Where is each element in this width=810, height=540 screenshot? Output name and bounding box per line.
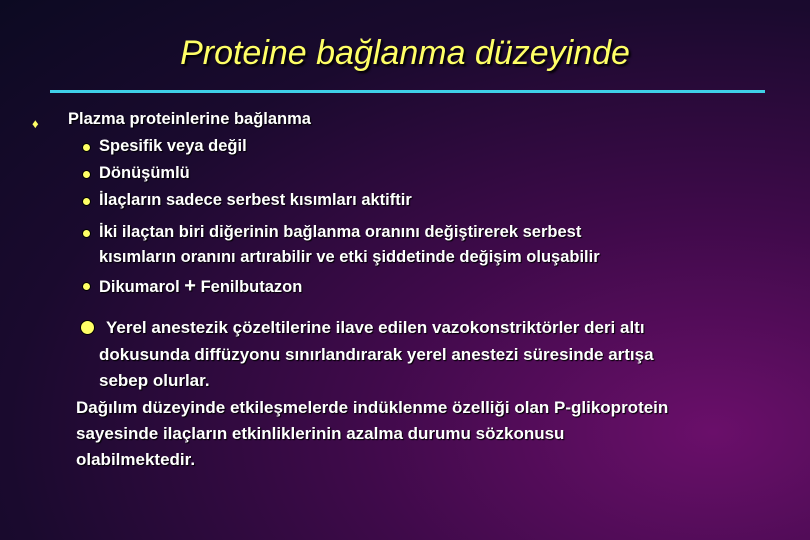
large-bullet-dot-icon bbox=[80, 320, 95, 335]
sub-bullet-3: İlaçların sadece serbest kısımları aktiftir bbox=[99, 191, 412, 209]
drug-left: Dikumarol bbox=[99, 278, 180, 296]
title-underline bbox=[50, 90, 765, 93]
plus-sign: + bbox=[184, 275, 196, 297]
sub-bullet-2: Dönüşümlü bbox=[99, 164, 190, 182]
slide-title: Proteine bağlanma düzeyinde bbox=[180, 34, 630, 72]
paragraph-bullet-line-2: dokusunda diffüzyonu sınırlandırarak yerel anestezi süresinde artışa bbox=[99, 345, 654, 364]
paragraph-bullet-line-1: Yerel anestezik çözeltilerine ilave edilen vazokonstriktörler deri altı bbox=[106, 318, 645, 337]
sub-bullet-4-line-1: İki ilaçtan biri diğerinin bağlanma oranını değiştirerek serbest bbox=[99, 223, 582, 241]
paragraph-bullet-line-3: sebep olurlar. bbox=[99, 371, 210, 390]
main-bullet-text: Plazma proteinlerine bağlanma bbox=[68, 110, 311, 128]
paragraph-plain-line-1: Dağılım düzeyinde etkileşmelerde indüklenme özelliği olan P-glikoprotein bbox=[76, 398, 669, 417]
bullet-dot-icon bbox=[82, 197, 91, 206]
bullet-dot-icon bbox=[82, 170, 91, 179]
drug-right: Fenilbutazon bbox=[200, 278, 303, 296]
drug-pair-line bbox=[99, 275, 302, 298]
bullet-dot-icon bbox=[82, 229, 91, 238]
sub-bullet-1: Spesifik veya değil bbox=[99, 137, 247, 155]
bullet-dot-icon bbox=[82, 282, 91, 291]
sub-bullet-4-line-2: kısımların oranını artırabilir ve etki şiddetinde değişim oluşabilir bbox=[99, 248, 600, 266]
paragraph-plain-line-3: olabilmektedir. bbox=[76, 450, 196, 469]
bullet-dot-icon bbox=[82, 143, 91, 152]
paragraph-plain-line-2: sayesinde ilaçların etkinliklerinin azalma durumu sözkonusu bbox=[76, 424, 565, 443]
diamond-bullet-icon: ♦ bbox=[32, 116, 39, 131]
